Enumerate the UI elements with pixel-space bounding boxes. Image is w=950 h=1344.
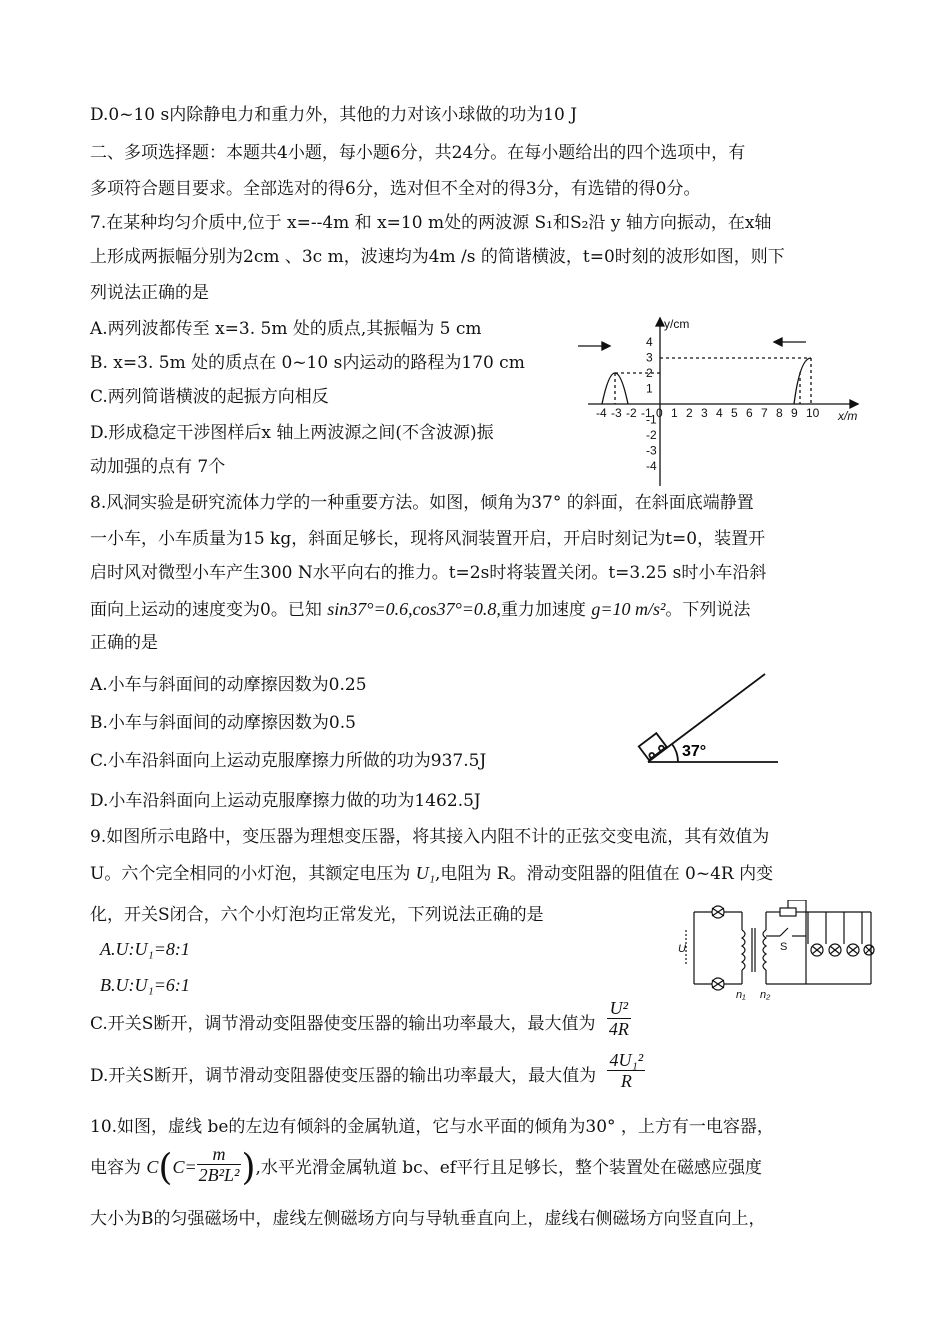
q10-numerator: m — [197, 1144, 242, 1165]
q9-stem-1: 9.如图所示电路中，变压器为理想变压器，将其接入内阻不计的正弦交变电流，其有效值为 — [90, 827, 770, 847]
q9-text-pre: U。六个完全相同的小灯泡，其额定电压为 — [90, 864, 411, 884]
wave-x-tick: 3 — [701, 406, 708, 420]
q9-option-d — [90, 1050, 645, 1091]
wave-x-tick: -4 — [596, 406, 607, 420]
wave-x-tick: 2 — [686, 406, 693, 420]
wave-x-tick: 8 — [776, 406, 783, 420]
q8-text-post: 。下列说法 — [665, 600, 751, 620]
q8-stem-2: 一小车，小车质量为15 kg，斜面足够长，现将风洞装置开启，开启时刻记为t=0，装置开 — [90, 529, 766, 549]
q9-c-text: C.开关S断开，调节滑动变阻器使变压器的输出功率最大，最大值为 — [90, 1014, 596, 1034]
q8-trig-values: sin37°=0.6,cos37°=0.8, — [327, 599, 501, 619]
q10-capacitance-symbol: C — [146, 1157, 159, 1177]
q8-option-a: A.小车与斜面间的动摩擦因数为0.25 — [90, 675, 367, 695]
circuit-switch-label: S — [780, 941, 788, 953]
incline-angle-label: 37° — [682, 743, 707, 760]
q8-text-pre: 面向上运动的速度变为0。已知 — [90, 600, 322, 620]
wave-y-tick: -2 — [646, 428, 657, 442]
q10-stem-2: 电容为 C(C= $\frac{m}{\text{2B²L²}}$ ),水平光滑金属轨道 bc、ef平行且足够长，整个装置处在磁感应强度 — [90, 1144, 763, 1189]
wave-x-tick: 10 — [806, 406, 820, 420]
wave-x-tick: 7 — [761, 406, 768, 420]
wave-x-tick: -2 — [626, 406, 637, 420]
wave-x-tick: 4 — [716, 406, 723, 420]
q8-stem-3: 启时风对微型小车产生300 N水平向右的推力。t=2s时将装置关闭。t=3.25 s时小车沿斜 — [90, 563, 767, 583]
wave-y-tick: 3 — [646, 350, 653, 365]
q8-stem-1: 8.风洞实验是研究流体力学的一种重要方法。如图，倾角为37° 的斜面，在斜面底端静置 — [90, 493, 754, 513]
wave-x-tick: 1 — [671, 406, 678, 420]
wave-y-tick: -4 — [646, 459, 657, 473]
q9-option-c — [90, 998, 631, 1039]
q9-text-post: ,电阻为 R。滑动变阻器的阻值在 0~4R 内变 — [435, 864, 774, 884]
wave-x-tick: -1 — [641, 406, 652, 420]
wave-x-tick: 6 — [746, 406, 753, 420]
incline-figure — [620, 670, 790, 770]
q8-text-mid: 重力加速度 — [500, 600, 586, 620]
q10-stem-1: 10.如图，虚线 be的左边有倾斜的金属轨道，它与水平面的倾角为30° ，上方有一电容器， — [90, 1117, 774, 1137]
line-d-option: D.0~10 s内除静电力和重力外，其他的力对该小球做的功为10 J — [90, 105, 578, 125]
q7-option-b: B. x=3. 5m 处的质点在 0~10 s内运动的路程为170 cm — [90, 353, 525, 373]
wave-x-tick: 9 — [791, 406, 798, 420]
wave-x-label: x/m — [838, 409, 858, 423]
q10-denominator: 2B²L² — [198, 1165, 240, 1185]
q9-stem-2 — [90, 862, 773, 885]
q8-option-b: B.小车与斜面间的动摩擦因数为0.5 — [90, 713, 356, 733]
wave-y-tick: -1 — [646, 412, 657, 427]
q8-option-d: D.小车沿斜面向上运动克服摩擦力做的功为1462.5J — [90, 791, 481, 811]
q10-capacitance-eq: C= — [172, 1157, 197, 1177]
q9-c-denominator: 4R — [608, 1019, 629, 1039]
section-instructions: 多项符合题目要求。全部选对的得6分，选对但不全对的得3分，有选错的得0分。 — [90, 179, 701, 199]
wave-x-tick: -3 — [611, 406, 622, 420]
q9-d-numerator: 4U₁² — [609, 1050, 644, 1070]
wave-x-tick: 5 — [731, 406, 738, 420]
q9-c-numerator: U² — [607, 998, 631, 1019]
q7-option-c: C.两列简谐横波的起振方向相反 — [90, 387, 329, 407]
q7-stem-2: 上形成两振幅分别为2cm 、3c m，波速均为4m /s 的简谐横波，t=0时刻的波形如图，则下 — [90, 247, 785, 267]
q7-stem-3: 列说法正确的是 — [90, 283, 209, 303]
section-heading: 二、多项选择题：本题共4小题，每小题6分，共24分。在每小题给出的四个选项中，有 — [90, 143, 746, 163]
wave-y-tick: 4 — [646, 335, 653, 349]
circuit-figure — [676, 900, 876, 1000]
circuit-n2-label: n₂ — [760, 989, 771, 1000]
wave-y-tick: 1 — [646, 381, 653, 396]
q7-option-d-2: 动加强的点有 7个 — [90, 457, 226, 477]
wave-y-tick: 2 — [646, 366, 653, 380]
wave-y-label: y/cm — [664, 317, 690, 331]
q7-option-a: A.两列波都传至 x=3. 5m 处的质点,其振幅为 5 cm — [90, 319, 482, 339]
q8-option-c: C.小车沿斜面向上运动克服摩擦力所做的功为937.5J — [90, 751, 487, 771]
q8-stem-4 — [90, 598, 750, 621]
q7-stem-1: 7.在某种均匀介质中,位于 x=--4m 和 x=10 m处的两波源 S₁和S₂沿 y 轴方向振动，在x轴 — [90, 213, 772, 233]
q9-d-denominator: R — [620, 1071, 632, 1091]
q9-u1: U₁ — [415, 863, 435, 883]
q7-option-d-1: D.形成稳定干涉图样后x 轴上两波源之间(不含波源)振 — [90, 423, 494, 443]
wave-x-tick: 0 — [656, 406, 663, 420]
circuit-n1-label: n₁ — [736, 989, 746, 1000]
q9-stem-3: 化，开关S闭合，六个小灯泡均正常发光，下列说法正确的是 — [90, 905, 544, 925]
q10-text-pre: 电容为 — [90, 1158, 141, 1178]
circuit-u-label: U — [678, 943, 686, 955]
wave-figure — [568, 312, 868, 490]
q8-stem-5: 正确的是 — [90, 633, 158, 653]
q9-option-a: A.U:U₁=8:1 — [100, 939, 190, 959]
q10-stem-3: 大小为B的匀强磁场中，虚线左侧磁场方向与导轨垂直向上，虚线右侧磁场方向竖直向上， — [90, 1209, 766, 1229]
q8-gravity: g=10 m/s² — [591, 599, 666, 619]
wave-y-tick: -3 — [646, 443, 657, 458]
q9-option-b: B.U:U₁=6:1 — [100, 975, 190, 995]
q9-d-text: D.开关S断开，调节滑动变阻器使变压器的输出功率最大，最大值为 — [90, 1066, 597, 1086]
q10-text-post: ,水平光滑金属轨道 bc、ef平行且足够长，整个装置处在磁感应强度 — [255, 1158, 763, 1178]
